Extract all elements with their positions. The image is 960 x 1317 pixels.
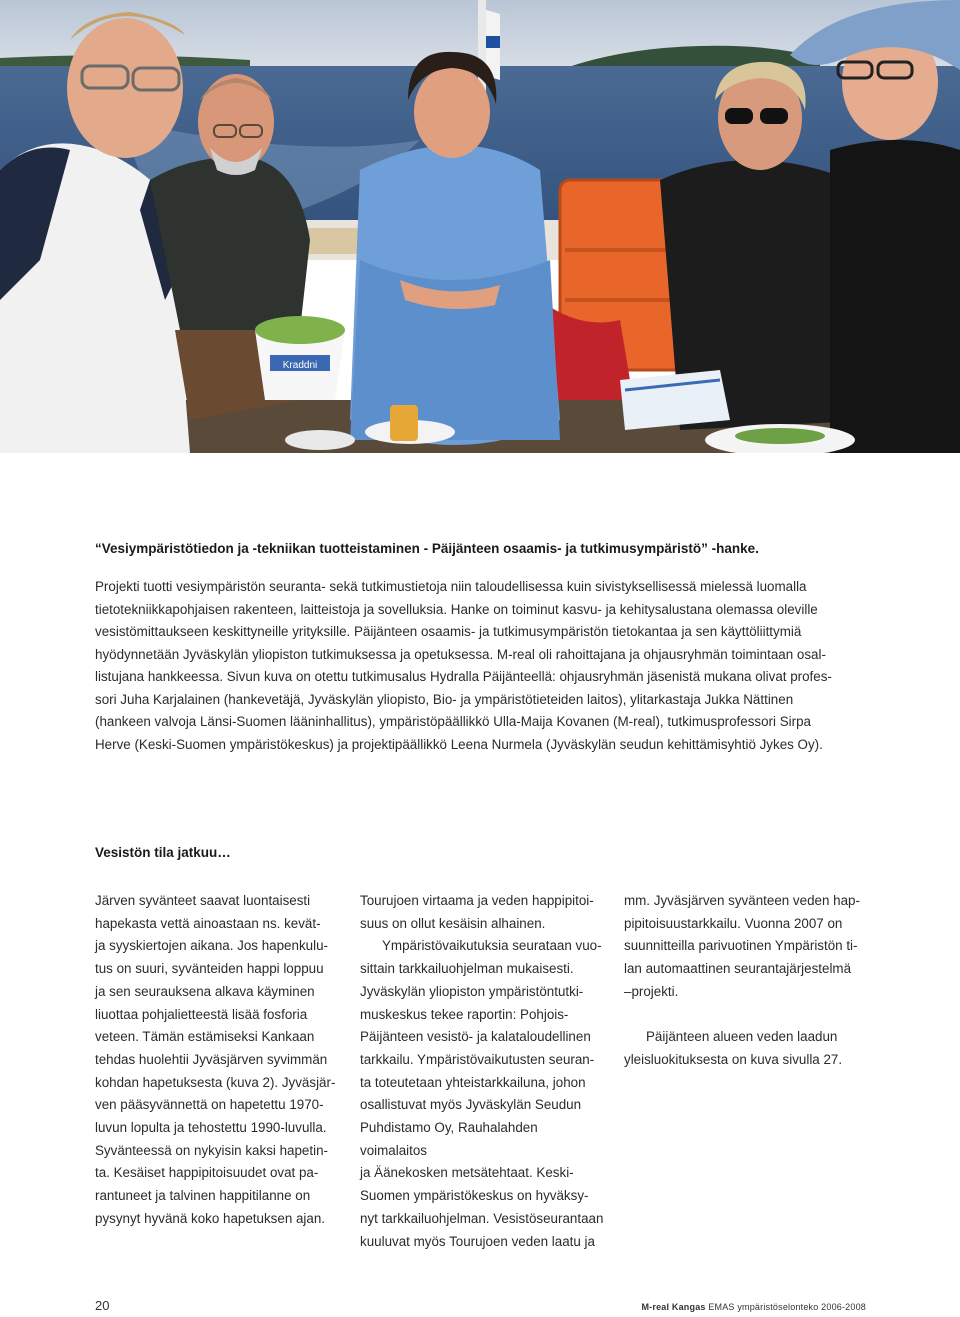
text-line: Jyväskylän yliopiston ympäristöntutki- <box>360 983 584 999</box>
text-line: luvun lopulta ja tehostettu 1990-luvulla. <box>95 1120 327 1136</box>
text-line: Suomen ympäristökeskus on hyväksy- <box>360 1188 589 1204</box>
text-line: Järven syvänteet saavat luontaisesti <box>95 893 311 908</box>
paragraph <box>624 1026 869 1071</box>
text-line: pysynyt hyvänä koko hapetuksen ajan. <box>95 1210 326 1226</box>
text-line: kohdan hapetuksesta (kuva 2). Jyväsjär- <box>95 1074 336 1090</box>
intro-line: (hankeen valvoja Länsi-Suomen lääninhallitus), ympäristöpäällikkö Ulla-Maija Kovanen (M-real), tutkimusprofessori Sirpa <box>95 714 811 729</box>
text-line: ja sen seurauksena alkava käyminen <box>95 983 315 999</box>
text-line: sittain tarkkailuohjelman mukaisesti. <box>360 961 574 977</box>
text-line: tus on suuri, syvänteiden happi loppuu <box>95 961 324 977</box>
text-line: rantuneet ja talvinen happitilanne on <box>95 1188 311 1204</box>
text-line: Puhdistamo Oy, Rauhalahden voimalaitos <box>360 1120 538 1158</box>
text-line: Tourujoen virtaama ja veden happipitoi- <box>360 893 594 908</box>
text-line: veteen. Tämän estämiseksi Kankaan <box>95 1029 315 1045</box>
text-line: Syvänteessä on nykyisin kaksi hapetin- <box>95 1142 328 1158</box>
intro-body <box>95 576 875 756</box>
text-line: ta. Kesäiset happipitoisuudet ovat pa- <box>95 1165 319 1181</box>
intro-block <box>95 538 875 756</box>
group-photo <box>0 0 960 453</box>
intro-heading: “Vesiympäristötiedon ja -tekniikan tuotteistaminen - Päijänteen osaamis- ja tutkimusympäristö” -hanke. <box>95 541 759 556</box>
text-line: tehdas huolehtii Jyväsjärven syvimmän <box>95 1051 328 1067</box>
intro-line: tietotekniikkapohjaisen rakenteen, laitteistoja ja sovelluksia. Hanke on toiminut kasvu- ja kehitysalustana olemassa oleville <box>95 601 818 617</box>
footer-brand <box>641 1302 866 1312</box>
text-line: suus on ollut kesäisin alhainen. <box>360 915 546 931</box>
text-line: pipitoisuustarkkailu. Vuonna 2007 on <box>624 915 843 931</box>
intro-line: listujana hankkeessa. Sivun kuva on otettu tutkimusalus Hydralla Päijänteellä: ohjausryhmän jäsenistä mukana olivat profes- <box>95 669 832 684</box>
report-title: EMAS ympäristöselonteko 2006-2008 <box>708 1302 866 1312</box>
text-line: ja Äänekosken metsätehtaat. Keski- <box>360 1165 574 1181</box>
paragraph <box>95 890 340 1231</box>
page-number: 20 <box>95 1298 110 1313</box>
paragraph <box>624 890 869 1004</box>
brand-name: M-real Kangas <box>641 1302 706 1312</box>
text-line: nyt tarkkailuohjelman. Vesistöseurantaan <box>360 1210 604 1226</box>
text-line: liuottaa pohjalietteestä lisää fosforia <box>95 1006 308 1022</box>
intro-line: vesistömittaukseen keskittyneille yrityksille. Päijänteen osaamis- ja tutkimusympäristön tietokantaa ja sen käyttöliittymiä <box>95 624 802 639</box>
text-line: Päijänteen alueen veden laadun <box>646 1029 838 1045</box>
text-line: mm. Jyväsjärven syvänteen veden hap- <box>624 893 860 908</box>
text-line: osallistuvat myös Jyväskylän Seudun <box>360 1097 582 1113</box>
text-line: Ympäristövaikutuksia seurataan vuo- <box>382 938 602 954</box>
intro-line: hyödynnetään Jyväskylän yliopiston tutkimuksessa ja opetuksessa. M-real oli rahoittajana ja ohjausryhmän toimintaan osal- <box>95 646 826 662</box>
intro-line: Herve (Keski-Suomen ympäristökeskus) ja projektipäällikkö Leena Nurmela (Jyväskylän seudun kehittämisyhtiö Jykes Oy). <box>95 736 823 752</box>
intro-line: sori Juha Karjalainen (hankevetäjä, Jyväskylän yliopisto, Bio- ja ympäristötieteiden laitos), ylitarkastaja Jukka Nättinen <box>95 691 794 707</box>
text-line: lan automaattinen seurantajärjestelmä <box>624 961 852 977</box>
column-1 <box>95 890 340 1231</box>
text-line: ta toteutetaan yhteistarkkailuna, johon <box>360 1074 586 1090</box>
text-line: suunnitteilla parivuotinen Ympäristön ti- <box>624 938 858 954</box>
text-line: –projekti. <box>624 983 679 999</box>
column-2 <box>360 890 605 1253</box>
text-line: muskeskus tekee raportin: Pohjois- <box>360 1006 569 1022</box>
paragraph <box>360 890 605 935</box>
bowl-label: Kraddni <box>282 360 318 371</box>
text-line: Päijänteen vesistö- ja kalataloudellinen <box>360 1029 591 1045</box>
intro-line: Projekti tuotti vesiympäristön seuranta- sekä tutkimustietoja niin taloudellisessa kuin sivistyksellisessä mielessä luomalla <box>95 579 807 594</box>
paragraph <box>360 935 605 1253</box>
text-line: tarkkailu. Ympäristövaikutusten seuran- <box>360 1051 595 1067</box>
column-3 <box>624 890 869 1072</box>
text-line: hapekasta vettä ainoastaan ns. kevät- <box>95 915 321 931</box>
text-line: ven pääsyvännettä on hapetettu 1970- <box>95 1097 324 1113</box>
text-line: kuuluvat myös Tourujoen veden laatu ja <box>360 1233 595 1249</box>
text-line: ja syyskiertojen aikana. Jos hapenkulu- <box>95 938 328 954</box>
section-heading: Vesistön tila jatkuu… <box>95 845 231 860</box>
text-line: yleisluokituksesta on kuva sivulla 27. <box>624 1051 843 1067</box>
